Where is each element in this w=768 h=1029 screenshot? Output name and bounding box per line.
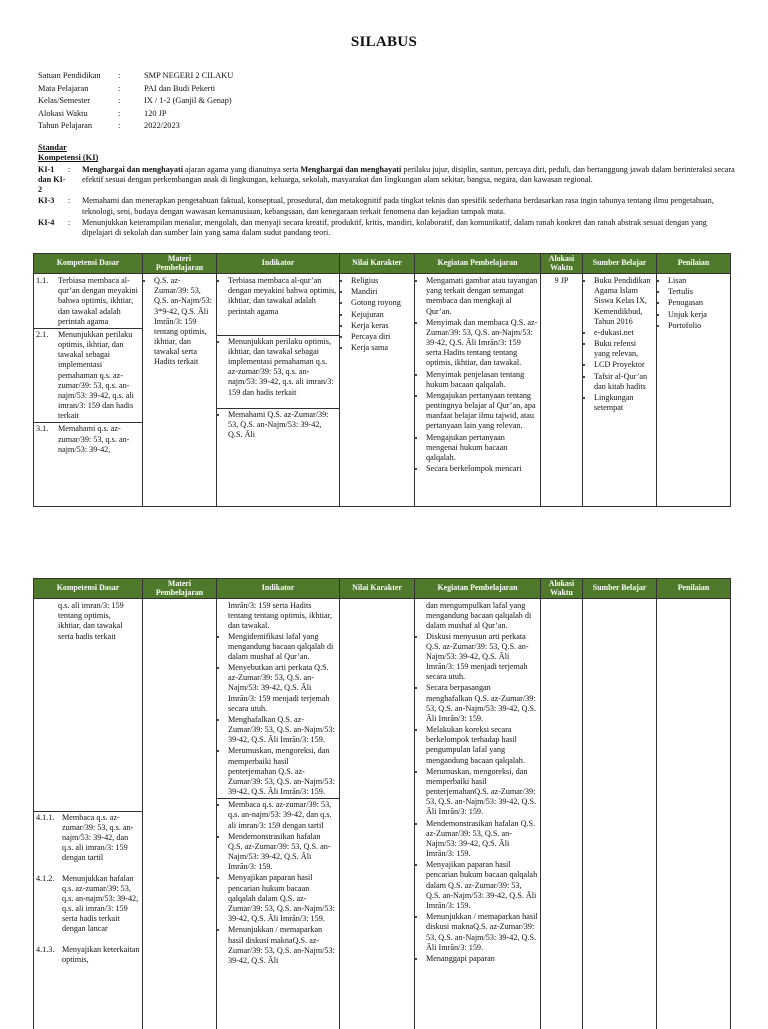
kd-text: Menunjukkan hafalan q.s. az-zumar/39: 53, q.s. an-najm/53: 39-42, q.s. ali imran/3: 159 serta hadis terkait dengan lancar bbox=[62, 873, 139, 934]
indikator-group bbox=[219, 632, 337, 798]
sumber-item: • Buku refensi yang relevan, bbox=[594, 339, 654, 359]
kd-continued: q.s. ali imran/3: 159 tentang optimis, ikhtiar, dan tawakal serta hadis terkait bbox=[58, 601, 124, 641]
column-header: Sumber Belajar bbox=[583, 254, 657, 274]
kd-number: 1.1. bbox=[36, 276, 49, 285]
nilai-item: • Gotong royong bbox=[351, 298, 412, 308]
column-header: Materi Pembelajaran bbox=[143, 254, 217, 274]
alokasi-cell: 9 JP bbox=[541, 274, 583, 507]
materi-item: • Q.S. az-Zumar/39: 53, Q.S. an-Najm/53: 3*9-42, Q.S. Āli Imrān/3: 159 tentang optimis, ikhtiar, dan tawakal serta Hadits terkait bbox=[154, 276, 214, 368]
kd-number: 2.1. bbox=[36, 329, 49, 339]
sumber-cell bbox=[583, 274, 657, 507]
indikator-item: • Menunjukkan perilaku optimis, ikhtiar, dan tawakal sebagai implementasi pemahaman q.s. az-zumar/39: 53, q.s. an-najm/53: 39-42, q.s. ali imran/3: 159 dan hadis terkait bbox=[228, 337, 337, 398]
column-header: Materi Pembelajaran bbox=[143, 579, 217, 599]
identity-row bbox=[38, 71, 233, 84]
ki-text-part: Menunjukkan keterampilan menalar, mengolah, dan menyaji secara kreatif, produktif, kritis, mandiri, kolaboratif, dan komunikatif, dalam ranah konkret dan ranah abstrak sesuai dengan yang dipelajari di sekolah dan sumber lain yang sama dalam sudut pandang teori. bbox=[82, 217, 707, 237]
ki-text bbox=[82, 196, 738, 216]
materi-cell bbox=[143, 274, 217, 507]
identity-label: Kelas/Semester bbox=[38, 96, 91, 105]
indikator-item: • Memahami Q.S. az-Zumar/39: 53, Q.S. an-Najm/53: 39-42, Q.S. Āli bbox=[228, 410, 337, 441]
ki-list bbox=[38, 165, 738, 238]
kegiatan-item: • Menyimak dan membaca Q.S. az-Zumar/39: 53, Q.S. an-Najm/53: 39-42, Q.S. Āli Imrān/3: 159 serta Hadits tentang tentang optimis, ikhtiar, dan tawakal. bbox=[426, 318, 538, 369]
kd-gap bbox=[36, 935, 140, 945]
identity-value: PAI dan Budi Pekerti bbox=[144, 83, 216, 93]
kegiatan-item: • Menyajikan paparan hasil pencarian hukum bacaan qalqalah dalam Q.S. az-Zumar/39: 53, Q.S. an-Najm/53: 39-42, Q.S. Āli Imrān/3: 159. bbox=[426, 860, 538, 911]
kd-text: Menunjukkan perilaku optimis, ikhtiar, dan tawakal sebagai implementasi pemahaman q.s. az-zumar/39: 53, q.s. an-najm/53: 39-42, q.s. ali imran/3: 159 dan hadis terkait bbox=[58, 329, 134, 421]
nilai-item: • Kerja keras bbox=[351, 321, 412, 331]
kd-item bbox=[36, 276, 140, 327]
sumber-item: • Tafsir al-Qur’an dan kitab hadits bbox=[594, 372, 654, 392]
ki-code: KI-1 dan KI-2 bbox=[38, 164, 66, 195]
ki-code: KI-4 bbox=[38, 217, 55, 227]
column-header: Penilaian bbox=[657, 254, 731, 274]
row-divider bbox=[217, 798, 339, 799]
kegiatan-item: • Secara berpasangan menghafalkan Q.S. az-Zumar/39: 53, Q.S. an-Najm/53: 39-42, Q.S. Āli Imrān/3: 159. bbox=[426, 683, 538, 724]
column-header: Sumber Belajar bbox=[583, 579, 657, 599]
indikator-item: • Mendemonstrasikan hafalan Q.S. az-Zumar/39: 53, Q.S. an-Najm/53: 39-42, Q.S. Āli Imrān/3: 159. bbox=[228, 832, 337, 873]
identity-label: Alokasi Waktu bbox=[38, 108, 88, 118]
identity-value: 120 JP bbox=[144, 108, 167, 118]
column-header: Kegiatan Pembelajaran bbox=[415, 254, 541, 274]
kd-number: 4.1.2. bbox=[36, 873, 55, 883]
ki-colon: : bbox=[68, 217, 71, 227]
identity-colon: : bbox=[118, 83, 121, 93]
kegiatan-item: • Mengamati gambar atau tayangan yang terkait dengan semangat membaca dan mengkaji al Qur’an. bbox=[426, 276, 538, 317]
ki-text-part: perilaku jujur, disiplin, santun, percaya diri, peduli, dan bertanggung jawab dalam berinteraksi secara efektif sesuai dengan perkembangan anak di lingkungan, keluarga, sekolah, masyarakat dan lingkungan alam sekitar, bangsa, negara, dan kawasan regional. bbox=[82, 164, 735, 185]
penilaian-item: • Unjuk kerja bbox=[668, 310, 728, 320]
kegiatan-item: • Mendemonstrasikan hafalan Q.S. az-Zumar/39: 53, Q.S. an-Najm/53: 39-42, Q.S. Āli Imrān/3: 159. bbox=[426, 819, 538, 860]
column-header: Indikator bbox=[217, 579, 340, 599]
kd-item bbox=[36, 330, 140, 422]
nilai-cell bbox=[340, 274, 415, 507]
penilaian-item: • Lisan bbox=[668, 276, 728, 286]
kd-spacer bbox=[36, 642, 140, 810]
row-divider bbox=[217, 335, 339, 336]
column-header: Alokasi Waktu bbox=[541, 579, 583, 599]
column-header: Penilaian bbox=[657, 579, 731, 599]
identity-row bbox=[38, 84, 233, 97]
ki-text-part: Memahami dan menerapkan pengetahuan faktual, konseptual, prosedural, dan metakognitif pada tingkat teknis dan spesifik sederhana berdasarkan rasa ingin tahunya tentang ilmu pengetahuan, teknologi, seni, budaya dengan wawasan kemanusiaan, kebangsaan, dan kenegaraan terkait fenomena dan kejadian tampak mata. bbox=[82, 196, 714, 216]
identity-row bbox=[38, 121, 233, 134]
indikator-item: • Merumuskan, mengoreksi, dan memperbaiki hasil penterjemahan Q.S. az-Zumar/39: 53, Q.S. an-Najm/53: 39-42, Q.S. Āli Imrān/3: 159. bbox=[228, 746, 337, 797]
kd-cell bbox=[34, 274, 143, 507]
indikator-item: • Terbiasa membaca al-qur’an dengan meyakini bahwa optimis, ikhtiar, dan tawakal adalah perintah agama bbox=[228, 276, 337, 317]
standar-kompetensi bbox=[38, 143, 738, 238]
kd-item bbox=[36, 874, 140, 935]
kd-text: Memahami q.s. az-zumar/39: 53, q.s. an-najm/53: 39-42, bbox=[58, 424, 130, 454]
indikator-cell bbox=[217, 599, 340, 1029]
kd-text: Menyajikan keterkaitan optimis, bbox=[62, 944, 140, 964]
ki-text-part: Menghargai dan menghayati bbox=[300, 164, 402, 174]
indikator-item: • Menyajikan paparan hasil pencarian hukum bacaan qalqalah dalam Q.S. az-Zumar/39: 53, Q.S. an-Najm/53: 39-42, Q.S. Āli Imrān/3: 159. bbox=[228, 873, 337, 924]
kegiatan-item: • Merumuskan, mengoreksi, dan memperbaiki hasil penterjemahanQ.S. az-Zumar/39: 53, Q.S. an-Najm/53: 39-42, Q.S. Āli Imrān/3: 159. bbox=[426, 767, 538, 818]
identity-colon: : bbox=[118, 96, 121, 105]
identity-row bbox=[38, 109, 233, 122]
kegiatan-group bbox=[417, 632, 538, 965]
kegiatan-item: • Melakukan koreksi secara berkelompok terhadap hasil pengumpulan lafal yang mengandung bacaan qalqalah. bbox=[426, 725, 538, 766]
indikator-item: • Menunjukkan / memaparkan hasil diskusi maknaQ.S. az-Zumar/39: 53, Q.S. an-Najm/53: 39-42, Q.S. Āli bbox=[228, 925, 337, 966]
page-title: SILABUS bbox=[350, 34, 418, 50]
identity-colon: : bbox=[118, 71, 121, 80]
sumber-item: • Lingkungan setempat bbox=[594, 393, 654, 413]
indikator-cell bbox=[217, 274, 340, 507]
kd-text: Membaca q.s. az-zumar/39: 53, q.s. an-najm/53: 39-42, dan q.s. ali imran/3: 159 dengan tartil bbox=[62, 812, 134, 863]
kd-item bbox=[36, 424, 140, 455]
nilai-item: • Kerja sama bbox=[351, 343, 412, 353]
kegiatan-item: • Menanggapi paparan bbox=[426, 954, 538, 964]
kegiatan-continued: dan mengumpulkan lafal yang mengandung bacaan qalqalah di dalam mushaf al Qur’an. bbox=[426, 601, 532, 631]
indikator-continued: Imrān/3: 159 serta Hadits tentang tentang optimis, ikhtiar, dan tawakal. bbox=[228, 601, 333, 631]
nilai-item: • Percaya diri bbox=[351, 332, 412, 342]
kd-number: 3.1. bbox=[36, 424, 49, 434]
kd-gap bbox=[36, 864, 140, 874]
penilaian-item: • Portofolio bbox=[668, 321, 728, 331]
ki-text-part: ajaran agama yang dianutnya serta bbox=[183, 164, 301, 174]
syllabus-table-1 bbox=[33, 253, 731, 507]
penilaian-cell bbox=[657, 274, 731, 507]
identity-label: Tahun Pelajaran bbox=[38, 121, 93, 130]
indikator-group bbox=[219, 276, 337, 317]
column-header: Kegiatan Pembelajaran bbox=[415, 579, 541, 599]
sumber-item: • Buku Pendidikan Agama Islam Siswa Kelas IX, Kemendikbud, Tahun 2016 bbox=[594, 276, 654, 327]
identity-table bbox=[38, 71, 233, 134]
indikator-item: • Mengidentifikasi lafal yang mengandung bacaan qalqalah di dalam mushaf al Qur’an. bbox=[228, 632, 337, 663]
kd-number: 4.1.1. bbox=[36, 812, 55, 822]
kegiatan-item: • Secara berkelompok mencari bbox=[426, 464, 538, 474]
materi-cell bbox=[143, 599, 217, 1029]
nilai-item: • Mandiri bbox=[351, 287, 412, 297]
sumber-item: • LCD Proyektor bbox=[594, 360, 654, 370]
ki-item bbox=[38, 196, 738, 216]
kd-item bbox=[36, 945, 140, 965]
syllabus-table-2 bbox=[33, 578, 731, 1029]
ki-item bbox=[38, 165, 738, 196]
ki-colon: : bbox=[68, 164, 71, 174]
identity-colon: : bbox=[118, 108, 121, 118]
kegiatan-item: • Menyimak penjelasan tentang hukum bacaan qalqalah. bbox=[426, 370, 538, 390]
kd-list bbox=[36, 813, 140, 965]
sumber-cell bbox=[583, 599, 657, 1029]
kd-cell bbox=[34, 599, 143, 1029]
kegiatan-cell bbox=[415, 599, 541, 1029]
penilaian-cell bbox=[657, 599, 731, 1029]
ki-text bbox=[82, 218, 738, 238]
indikator-item: • Membaca q.s. az-zumar/39: 53, q.s. an-najm/53: 39-42, dan q.s. ali imran/3: 159 dengan tartil bbox=[228, 800, 337, 831]
row-divider bbox=[34, 328, 142, 329]
penilaian-item: • Tertulis bbox=[668, 287, 728, 297]
kegiatan-item: • Mengajukan pertanyaan tentang pentingnya belajar al Qur’an, apa manfaat belajar ilmu tajwid, atau pertanyaan lain yang relevan. bbox=[426, 391, 538, 432]
column-header: Kompetensi Dasar bbox=[34, 579, 143, 599]
sumber-item: • e-dukasi.net bbox=[594, 328, 654, 338]
alokasi-cell bbox=[541, 599, 583, 1029]
row-divider bbox=[34, 422, 142, 423]
standar-label: Standar bbox=[38, 143, 67, 152]
column-header: Indikator bbox=[217, 254, 340, 274]
row-divider bbox=[217, 408, 339, 409]
column-header: Kompetensi Dasar bbox=[34, 254, 143, 274]
nilai-cell bbox=[340, 599, 415, 1029]
kegiatan-item: • Menunjukkan / memaparkan hasil diskusi maknaQ.S. az-Zumar/39: 53, Q.S. an-Najm/53: 39-42, Q.S. Āli Imrān/3: 159. bbox=[426, 912, 538, 953]
kd-number: 4.1.3. bbox=[36, 944, 55, 954]
indikator-group bbox=[219, 410, 337, 441]
column-header: Alokasi Waktu bbox=[541, 254, 583, 274]
column-header: Nilai Karakter bbox=[340, 254, 415, 274]
ki-text-part: Menghargai dan menghayati bbox=[82, 164, 183, 174]
identity-label: Satuan Pendidikan bbox=[38, 71, 101, 80]
ki-item bbox=[38, 218, 738, 238]
ki-text bbox=[82, 165, 738, 196]
nilai-item: • Religius bbox=[351, 276, 412, 286]
kegiatan-cell bbox=[415, 274, 541, 507]
ki-heading: Kompetensi (KI) bbox=[38, 153, 99, 163]
column-header: Nilai Karakter bbox=[340, 579, 415, 599]
indikator-item: • Menyebutkan arti perkata Q.S. az-Zumar/39: 53, Q.S. an-Najm/53: 39-42, Q.S. Āli Imrān/3: 159 menjadi terjemah secara utuh. bbox=[228, 663, 337, 714]
indikator-item: • Menghafalkan Q.S. az-Zumar/39: 53, Q.S. an-Najm/53: 39-42, Q.S. Āli Imrān/3: 159. bbox=[228, 715, 337, 746]
ki-code: KI-3 bbox=[38, 196, 55, 206]
identity-value: 2022/2023 bbox=[144, 121, 180, 130]
kd-text: Terbiasa membaca al-qur’an dengan meyakini bahwa optimis, ikhtiar, dan tawakal adalah perintah agama bbox=[58, 276, 138, 326]
ki-colon: : bbox=[68, 196, 71, 206]
identity-value: IX / 1-2 (Ganjil & Genap) bbox=[144, 96, 232, 105]
identity-value: SMP NEGERI 2 CILAKU bbox=[144, 71, 234, 80]
indikator-group bbox=[219, 800, 337, 966]
nilai-item: • Kejujuran bbox=[351, 310, 412, 320]
kegiatan-item: • Mengajukan pertanyaan mengenai hukum bacaan qalqalah. bbox=[426, 433, 538, 464]
identity-colon: : bbox=[118, 121, 121, 130]
penilaian-item: • Penugasan bbox=[668, 298, 728, 308]
row-divider bbox=[34, 811, 142, 812]
indikator-group bbox=[219, 337, 337, 398]
kd-item bbox=[36, 813, 140, 864]
identity-label: Mata Pelajaran bbox=[38, 83, 89, 93]
identity-row bbox=[38, 96, 233, 109]
kegiatan-item: • Diskusi menyusun arti perkata Q.S. az-Zumar/39: 53, Q.S. an-Najm/53: 39-42, Q.S. Āli Imrān/3: 159 menjadi terjemah secara utuh. bbox=[426, 632, 538, 683]
